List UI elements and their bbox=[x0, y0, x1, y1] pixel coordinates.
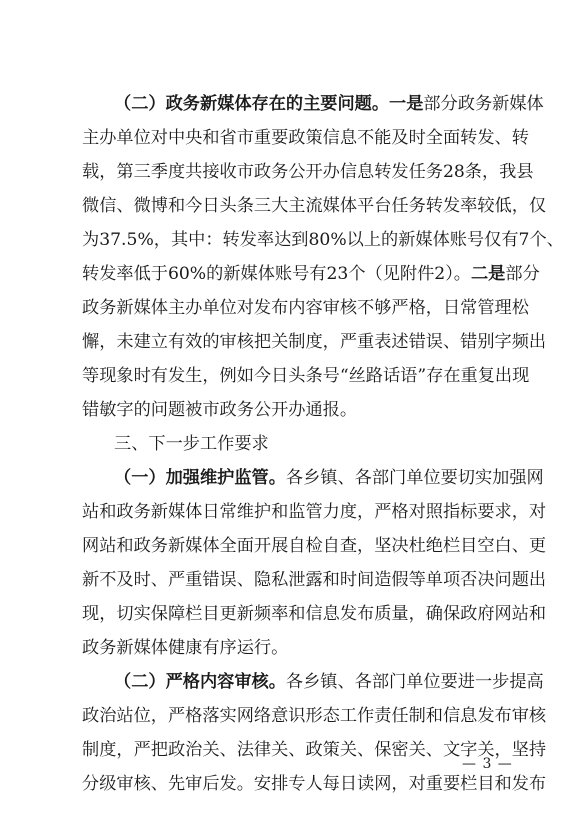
paragraph-2-line-1 bbox=[114, 461, 544, 495]
paragraph-3-line-3: 制度，严把政治关、法律关、政策关、保密关、文字关，坚持 bbox=[82, 740, 547, 760]
paragraph-1-point-2-marker: 二是 bbox=[470, 264, 506, 284]
paragraph-3-line-1 bbox=[114, 665, 544, 699]
paragraph-2-line-4: 新不及时、严重错误、隐私泄露和时间造假等单项否决问题出 bbox=[82, 570, 547, 590]
paragraph-2-line-1-text: 各乡镇、各部门单位要切实加强网 bbox=[285, 468, 544, 488]
paragraph-1-line-3: 载，第三季度共接收市政务公开办信息转发任务28条，我县 bbox=[82, 162, 534, 182]
paragraph-2-line-6: 政务新媒体健康有序运行。 bbox=[82, 638, 289, 658]
paragraph-1-line-6 bbox=[82, 257, 540, 291]
paragraph-1-line-6-rest: 部分 bbox=[505, 264, 540, 284]
paragraph-3-line-1-text: 各乡镇、各部门单位要进一步提高 bbox=[285, 672, 544, 692]
paragraph-1-line-9: 等现象时有发生，例如今日头条号“丝路话语”存在重复出现 bbox=[82, 366, 530, 386]
paragraph-1-line-1-text: 部分政务新媒体 bbox=[423, 94, 544, 114]
paragraph-1-line-6-text: 转发率低于60%的新媒体账号有23个（见附件2）。 bbox=[82, 264, 471, 284]
paragraph-2-line-2: 站和政务新媒体日常维护和监管力度，严格对照指标要求，对 bbox=[82, 502, 547, 522]
paragraph-1-line-1 bbox=[114, 87, 544, 121]
paragraph-3-line-2: 政治站位，严格落实网络意识形态工作责任制和信息发布审核 bbox=[82, 706, 547, 726]
paragraph-1-line-2: 主办单位对中央和省市重要政策信息不能及时全面转发、转 bbox=[82, 128, 529, 148]
section-3-heading: 三、下一步工作要求 bbox=[114, 434, 269, 454]
paragraph-1-line-5: 为37.5%，其中：转发率达到80%以上的新媒体账号仅有7个、 bbox=[82, 230, 564, 250]
paragraph-3-line-4: 分级审核、先审后发。安排专人每日读网，对重要栏目和发布 bbox=[82, 774, 547, 794]
paragraph-2-line-5: 现，切实保障栏目更新频率和信息发布质量，确保政府网站和 bbox=[82, 604, 547, 624]
paragraph-1-line-10: 错敏字的问题被市政务公开办通报。 bbox=[82, 400, 358, 420]
paragraph-1-line-4: 微信、微博和今日头条三大主流媒体平台任务转发率较低，仅 bbox=[82, 196, 547, 216]
paragraph-1-heading: （二）政务新媒体存在的主要问题。 bbox=[114, 94, 390, 114]
page-number: — 3 — bbox=[462, 756, 513, 772]
paragraph-2-heading: （一）加强维护监管。 bbox=[114, 468, 286, 488]
paragraph-1-line-7: 政务新媒体主办单位对发布内容审核不够严格，日常管理松 bbox=[82, 298, 529, 318]
paragraph-2-line-3: 网站和政务新媒体全面开展自检自查，坚决杜绝栏目空白、更 bbox=[82, 536, 547, 556]
paragraph-3-heading: （二）严格内容审核。 bbox=[114, 672, 286, 692]
paragraph-1-line-8: 懈，未建立有效的审核把关制度，严重表述错误、错别字频出 bbox=[82, 332, 547, 352]
paragraph-1-point-1-marker: 一是 bbox=[389, 94, 424, 114]
